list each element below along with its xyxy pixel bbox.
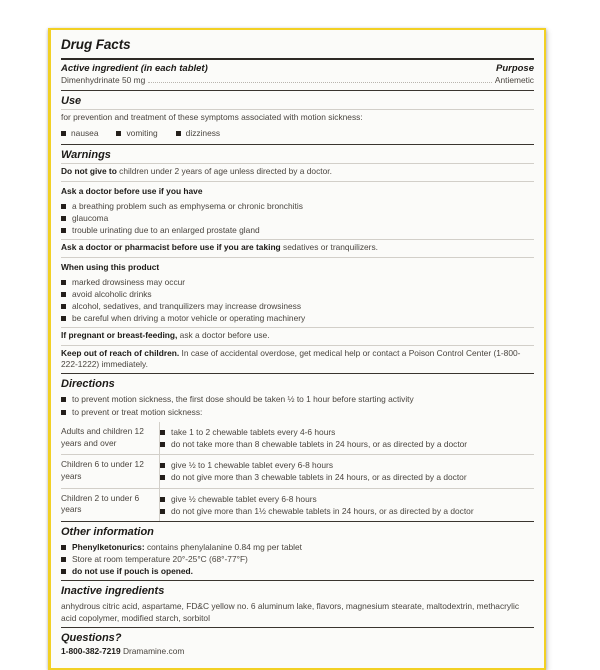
table-row bbox=[61, 455, 534, 488]
dosage-instruction-item: take 1 to 2 chewable tablets every 4-6 hours bbox=[160, 426, 534, 438]
dosage-instruction-item: give ½ chewable tablet every 6-8 hours bbox=[160, 493, 534, 505]
pregnancy-warning bbox=[61, 328, 534, 344]
warnings-heading: Warnings bbox=[61, 149, 111, 162]
questions-website[interactable]: Dramamine.com bbox=[122, 646, 185, 657]
questions-phone[interactable]: 1-800-382-7219 bbox=[61, 646, 121, 657]
directions-intro-item: to prevent or treat motion sickness: bbox=[61, 406, 534, 418]
dosage-age-group: Children 6 to under 12 years bbox=[61, 455, 160, 488]
symptom-item: vomiting bbox=[116, 128, 157, 138]
when-using-item: be careful when driving a motor vehicle or operating machinery bbox=[61, 312, 534, 324]
dosage-instructions bbox=[160, 488, 535, 521]
dosage-instructions bbox=[160, 422, 535, 455]
keep-out-of-reach-bold: Keep out of reach of children. bbox=[61, 347, 180, 358]
ask-pharmacist-bold: Ask a doctor or pharmacist before use if you are taking bbox=[61, 242, 281, 253]
dosage-instruction-item: do not give more than 3 chewable tablets in 24 hours, or as directed by a doctor bbox=[160, 471, 534, 483]
symptom-item: dizziness bbox=[176, 128, 220, 138]
directions-intro-item: to prevent motion sickness, the first dose should be taken ½ to 1 hour before starting activity bbox=[61, 393, 534, 405]
active-ingredient-section bbox=[61, 60, 534, 90]
purpose-value: Antiemetic bbox=[494, 75, 534, 85]
when-using-item: avoid alcoholic drinks bbox=[61, 288, 534, 300]
storage-item: Store at room temperature 20°-25°C (68°-77°F) bbox=[61, 553, 534, 565]
when-using-item: alcohol, sedatives, and tranquilizers may increase drowsiness bbox=[61, 300, 534, 312]
dosage-instruction-item: give ½ to 1 chewable tablet every 6-8 hours bbox=[160, 459, 534, 471]
drug-facts-label bbox=[48, 28, 546, 670]
ask-doctor-item: glaucoma bbox=[61, 212, 534, 224]
use-heading: Use bbox=[61, 95, 82, 107]
symptom-item: nausea bbox=[61, 128, 98, 138]
inactive-ingredients-section bbox=[61, 581, 534, 627]
ask-doctor-heading: Ask a doctor before use if you have bbox=[61, 185, 203, 196]
active-ingredient-value: Dimenhydrinate 50 mg bbox=[61, 75, 146, 85]
warning-do-not-give-rest: children under 2 years of age unless directed by a doctor. bbox=[119, 166, 332, 177]
phenylketonurics-bold: Phenylketonurics: bbox=[72, 541, 145, 552]
questions-contact bbox=[61, 646, 534, 660]
other-information-section bbox=[61, 522, 534, 581]
warning-do-not-give bbox=[61, 164, 534, 180]
inactive-ingredients-heading: Inactive ingredients bbox=[61, 585, 165, 598]
keep-out-of-reach-rest: In case of accidental overdose, get medical help or contact a Poison Control Center (1-800-222-1222) immediately. bbox=[61, 347, 521, 370]
dosage-age-group: Children 2 to under 6 years bbox=[61, 488, 160, 521]
active-ingredient-heading: Active ingredient (in each tablet) bbox=[61, 63, 208, 74]
directions-section bbox=[61, 374, 534, 521]
dot-leader bbox=[148, 77, 492, 83]
dosage-instructions bbox=[160, 455, 535, 488]
keep-out-of-reach-warning bbox=[61, 346, 534, 374]
directions-intro-list bbox=[61, 392, 534, 420]
table-row bbox=[61, 422, 534, 455]
ask-pharmacist-line bbox=[61, 240, 534, 256]
use-section bbox=[61, 91, 534, 144]
warnings-section bbox=[61, 145, 534, 373]
other-information-list bbox=[61, 540, 534, 581]
dosage-instruction-item: do not give more than 1½ chewable tablets in 24 hours, or as directed by a doctor bbox=[160, 505, 534, 517]
when-using-heading: When using this product bbox=[61, 261, 160, 272]
phenylketonurics-item bbox=[61, 541, 534, 553]
when-using-item: marked drowsiness may occur bbox=[61, 276, 534, 288]
warning-do-not-give-bold: Do not give to bbox=[61, 166, 117, 177]
questions-section bbox=[61, 628, 534, 668]
use-intro: for prevention and treatment of these symptoms associated with motion sickness: bbox=[61, 112, 363, 122]
questions-heading: Questions? bbox=[61, 632, 122, 645]
directions-heading: Directions bbox=[61, 378, 115, 391]
page-title: Drug Facts bbox=[61, 37, 131, 52]
pregnancy-warning-rest: ask a doctor before use. bbox=[179, 330, 270, 341]
dosage-table bbox=[61, 422, 534, 521]
other-information-heading: Other information bbox=[61, 525, 154, 538]
pregnancy-warning-bold: If pregnant or breast-feeding, bbox=[61, 330, 178, 341]
when-using-list bbox=[61, 275, 534, 328]
ask-pharmacist-rest: sedatives or tranquilizers. bbox=[283, 242, 378, 253]
pouch-item: do not use if pouch is opened. bbox=[61, 565, 534, 577]
dosage-instruction-item: do not take more than 8 chewable tablets in 24 hours, or as directed by a doctor bbox=[160, 438, 534, 450]
table-row bbox=[61, 488, 534, 521]
inactive-ingredients-text: anhydrous citric acid, aspartame, FD&C yellow no. 6 aluminum lake, flavors, magnesium stearate, maltodextrin, methacrylic acid copolymer, modified starch, sorbitol bbox=[61, 601, 520, 623]
purpose-heading: Purpose bbox=[495, 63, 534, 74]
ask-doctor-item: trouble urinating due to an enlarged prostate gland bbox=[61, 224, 534, 236]
dosage-age-group: Adults and children 12 years and over bbox=[61, 422, 160, 455]
ask-doctor-list bbox=[61, 199, 534, 240]
use-symptom-list bbox=[61, 126, 534, 142]
phenylketonurics-rest: contains phenylalanine 0.84 mg per tablet bbox=[146, 541, 302, 552]
ask-doctor-item: a breathing problem such as emphysema or chronic bronchitis bbox=[61, 200, 534, 212]
